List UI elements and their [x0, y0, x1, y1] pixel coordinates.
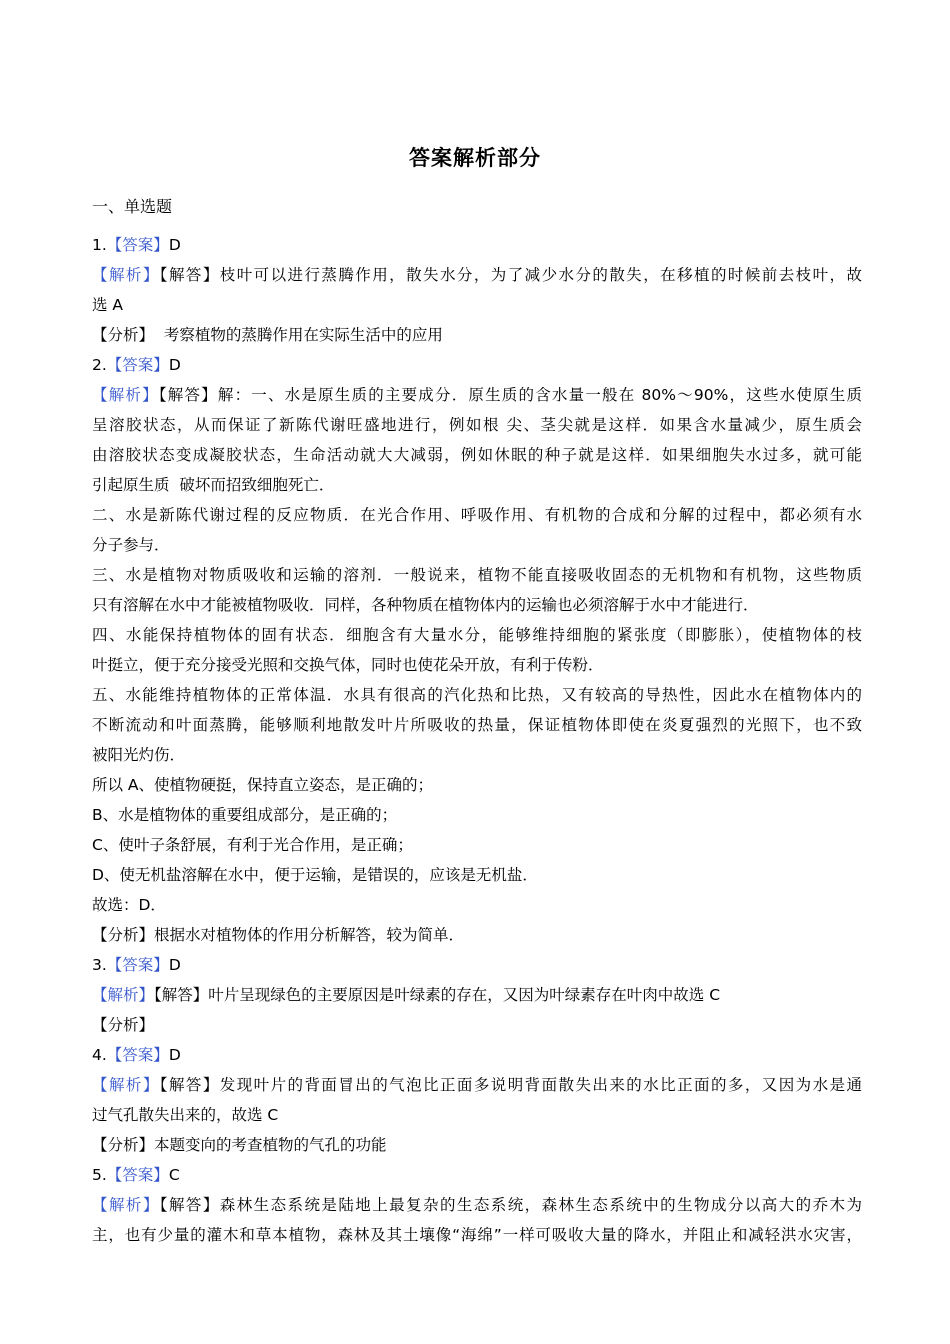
- q5-solution-line: 主，也有少量的灌木和草本植物，森林及其土壤像“海绵”一样可吸收大量的降水，并阻止和减轻洪水灾害，: [92, 1226, 862, 1244]
- q5-answer-line: 5.【答案】C: [92, 1166, 180, 1184]
- q3-solution-line: 【解析】【解答】叶片呈现绿色的主要原因是叶绿素的存在，又因为叶绿素存在叶肉中故选 C: [92, 986, 721, 1004]
- q2-solution-line: 由溶胶状态变成凝胶状态，生命活动就大大减弱，例如休眠的种子就是这样．如果细胞失水过多，就可能: [92, 446, 862, 464]
- q2-solution-line: 叶挺立，便于充分接受光照和交换气体，同时也使花朵开放，有利于传粉．: [92, 656, 604, 674]
- q1-fenxi-line: 【分析】 考察植物的蒸腾作用在实际生活中的应用: [92, 326, 443, 344]
- q1-answer-line: 1.【答案】D: [92, 236, 181, 254]
- q2-solution-line: 五、水能维持植物体的正常体温．水具有很高的汽化热和比热，又有较高的导热性，因此水在植物体内的: [92, 686, 862, 704]
- q1-solution-line: 【解析】【解答】枝叶可以进行蒸腾作用，散失水分，为了减少水分的散失，在移植的时候前去枝叶，故: [92, 266, 862, 284]
- page-title: 答案解析部分: [409, 146, 541, 170]
- q2-solution-line: 分子参与．: [92, 536, 170, 554]
- q2-solution-line: 三、水是植物对物质吸收和运输的溶剂．一般说来，植物不能直接吸收固态的无机物和有机物，这些物质: [92, 566, 862, 584]
- q2-solution-line: 【解析】【解答】解：一、水是原生质的主要成分．原生质的含水量一般在 80%～90%，这些水使原生质: [92, 386, 862, 404]
- q2-solution-line: 引起原生质 破坏而招致细胞死亡．: [92, 476, 335, 494]
- q4-solution-line: 过气孔散失出来的，故选 C: [92, 1106, 279, 1124]
- q2-answer-line: 2.【答案】D: [92, 356, 181, 374]
- q2-solution-line: 四、水能保持植物体的固有状态．细胞含有大量水分，能够维持细胞的紧张度（即膨胀），使植物体的枝: [92, 626, 862, 644]
- answer-body: [92, 230, 862, 1250]
- q1-solution-line: 选 A: [92, 296, 124, 314]
- q2-solution-line: 二、水是新陈代谢过程的反应物质．在光合作用、呼吸作用、有机物的合成和分解的过程中，都必须有水: [92, 506, 862, 524]
- q2-solution-line: 所以 A、使植物硬挺，保持直立姿态，是正确的；: [92, 776, 434, 794]
- q4-fenxi-line: 【分析】本题变向的考查植物的气孔的功能: [92, 1136, 387, 1154]
- q4-answer-line: 4.【答案】D: [92, 1046, 181, 1064]
- q5-solution-line: 【解析】【解答】森林生态系统是陆地上最复杂的生态系统，森林生态系统中的生物成分以高大的乔木为: [92, 1196, 862, 1214]
- section-heading: 一、单选题: [92, 197, 173, 216]
- q2-solution-line: B、水是植物体的重要组成部分，是正确的；: [92, 806, 398, 824]
- q3-fenxi-line: 【分析】: [92, 1016, 155, 1034]
- q2-solution-line: D、使无机盐溶解在水中，便于运输，是错误的，应该是无机盐．: [92, 866, 538, 884]
- q2-solution-line: C、使叶子条舒展，有利于光合作用，是正确；: [92, 836, 413, 854]
- q2-solution-line: 只有溶解在水中才能被植物吸收．同样，各种物质在植物体内的运输也必须溶解于水中才能进行．: [92, 596, 759, 614]
- q3-answer-line: 3.【答案】D: [92, 956, 181, 974]
- q2-fenxi-line: 【分析】根据水对植物体的作用分析解答，较为简单．: [92, 926, 465, 944]
- q2-solution-line: 呈溶胶状态，从而保证了新陈代谢旺盛地进行，例如根 尖、茎尖就是这样．如果含水量减少，原生质会: [92, 416, 862, 434]
- q2-solution-line: 不断流动和叶面蒸腾，能够顺利地散发叶片所吸收的热量，保证植物体即使在炎夏强烈的光照下，也不致: [92, 716, 862, 734]
- q4-solution-line: 【解析】【解答】发现叶片的背面冒出的气泡比正面多说明背面散失出来的水比正面的多，又因为水是通: [92, 1076, 862, 1094]
- q2-solution-line: 故选：D．: [92, 896, 166, 914]
- q2-solution-line: 被阳光灼伤．: [92, 746, 186, 764]
